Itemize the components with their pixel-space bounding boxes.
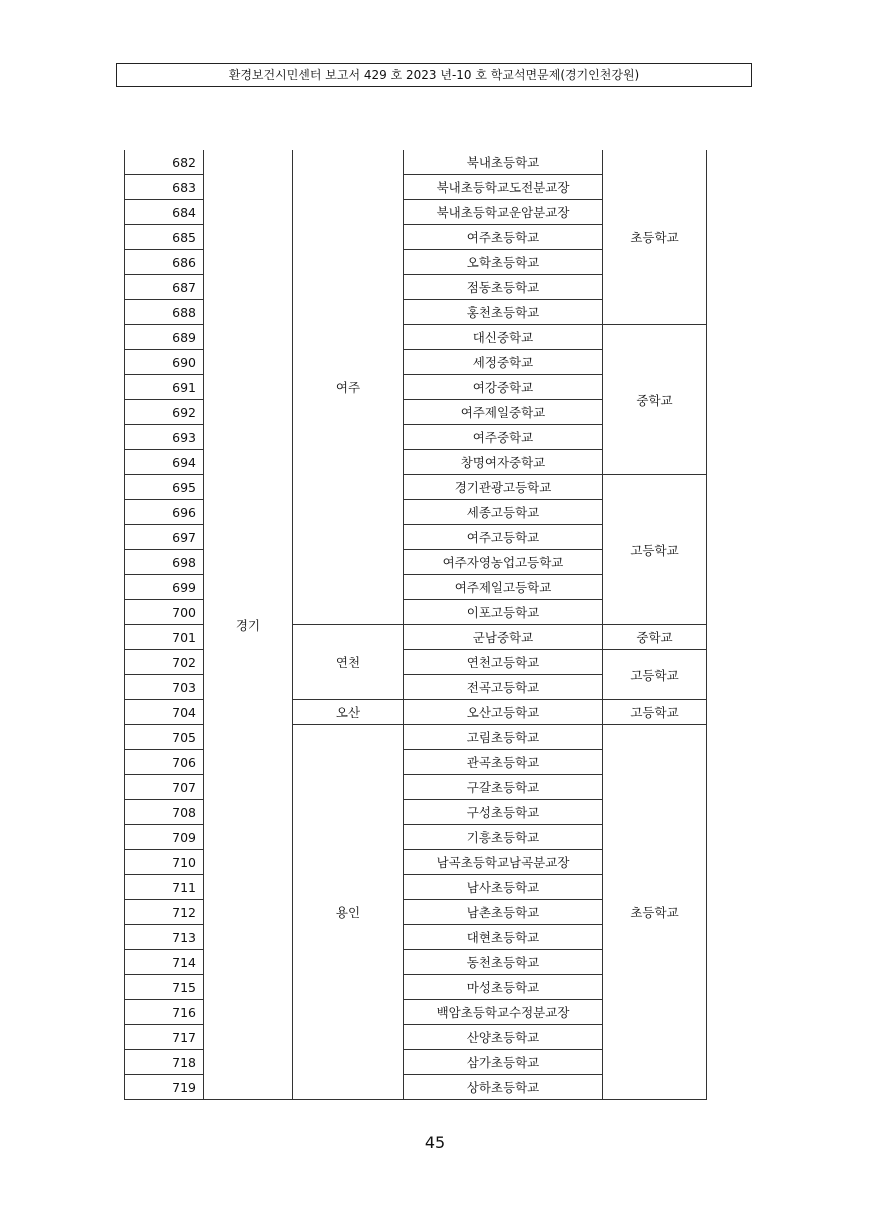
school-name: 동천초등학교 [404, 950, 603, 975]
row-number: 714 [125, 950, 204, 975]
row-number: 691 [125, 375, 204, 400]
row-number: 697 [125, 525, 204, 550]
school-name: 구성초등학교 [404, 800, 603, 825]
school-name: 연천고등학교 [404, 650, 603, 675]
school-level-cell: 고등학교 [603, 475, 707, 625]
school-level-cell: 고등학교 [603, 650, 707, 700]
city-cell: 여주 [293, 150, 404, 625]
school-name: 점동초등학교 [404, 275, 603, 300]
city-cell: 오산 [293, 700, 404, 725]
row-number: 709 [125, 825, 204, 850]
school-name: 세종고등학교 [404, 500, 603, 525]
school-name: 세정중학교 [404, 350, 603, 375]
school-level-cell: 중학교 [603, 325, 707, 475]
school-name: 북내초등학교도전분교장 [404, 175, 603, 200]
row-number: 686 [125, 250, 204, 275]
school-table [124, 150, 707, 1100]
school-name: 대현초등학교 [404, 925, 603, 950]
school-name: 관곡초등학교 [404, 750, 603, 775]
school-name: 여강중학교 [404, 375, 603, 400]
row-number: 716 [125, 1000, 204, 1025]
school-name: 홍천초등학교 [404, 300, 603, 325]
row-number: 707 [125, 775, 204, 800]
city-cell: 용인 [293, 725, 404, 1100]
school-table-body [125, 150, 707, 1100]
school-name: 전곡고등학교 [404, 675, 603, 700]
row-number: 684 [125, 200, 204, 225]
row-number: 708 [125, 800, 204, 825]
row-number: 713 [125, 925, 204, 950]
row-number: 717 [125, 1025, 204, 1050]
row-number: 693 [125, 425, 204, 450]
school-name: 상하초등학교 [404, 1075, 603, 1100]
row-number: 695 [125, 475, 204, 500]
report-header-title: 환경보건시민센터 보고서 429 호 2023 년-10 호 학교석면문제(경기인천강원) [228, 68, 640, 82]
school-name: 오학초등학교 [404, 250, 603, 275]
school-name: 여주고등학교 [404, 525, 603, 550]
row-number: 705 [125, 725, 204, 750]
row-number: 690 [125, 350, 204, 375]
city-cell: 연천 [293, 625, 404, 700]
row-number: 703 [125, 675, 204, 700]
school-name: 기흥초등학교 [404, 825, 603, 850]
row-number: 701 [125, 625, 204, 650]
row-number: 688 [125, 300, 204, 325]
school-name: 마성초등학교 [404, 975, 603, 1000]
school-name: 고림초등학교 [404, 725, 603, 750]
row-number: 699 [125, 575, 204, 600]
page-number: 45 [424, 1133, 446, 1152]
school-name: 대신중학교 [404, 325, 603, 350]
school-name: 이포고등학교 [404, 600, 603, 625]
row-number: 718 [125, 1050, 204, 1075]
school-name: 경기관광고등학교 [404, 475, 603, 500]
school-level-cell: 고등학교 [603, 700, 707, 725]
school-name: 창명여자중학교 [404, 450, 603, 475]
row-number: 689 [125, 325, 204, 350]
school-name: 오산고등학교 [404, 700, 603, 725]
school-name: 여주제일중학교 [404, 400, 603, 425]
row-number: 712 [125, 900, 204, 925]
school-name: 산양초등학교 [404, 1025, 603, 1050]
school-name: 여주중학교 [404, 425, 603, 450]
school-name: 구갈초등학교 [404, 775, 603, 800]
report-header [116, 63, 752, 87]
school-name: 남촌초등학교 [404, 900, 603, 925]
row-number: 694 [125, 450, 204, 475]
school-name: 여주자영농업고등학교 [404, 550, 603, 575]
province-cell: 경기 [204, 150, 293, 1100]
school-name: 북내초등학교 [404, 150, 603, 175]
school-name: 백암초등학교수정분교장 [404, 1000, 603, 1025]
row-number: 685 [125, 225, 204, 250]
school-level-cell: 중학교 [603, 625, 707, 650]
school-name: 남사초등학교 [404, 875, 603, 900]
school-level-cell: 초등학교 [603, 725, 707, 1100]
school-level-cell: 초등학교 [603, 150, 707, 325]
row-number: 700 [125, 600, 204, 625]
row-number: 696 [125, 500, 204, 525]
school-name: 북내초등학교운암분교장 [404, 200, 603, 225]
school-name: 군남중학교 [404, 625, 603, 650]
row-number: 704 [125, 700, 204, 725]
row-number: 715 [125, 975, 204, 1000]
row-number: 687 [125, 275, 204, 300]
row-number: 698 [125, 550, 204, 575]
school-name: 여주제일고등학교 [404, 575, 603, 600]
row-number: 711 [125, 875, 204, 900]
row-number: 702 [125, 650, 204, 675]
row-number: 710 [125, 850, 204, 875]
school-name: 남곡초등학교남곡분교장 [404, 850, 603, 875]
table-row [125, 150, 707, 175]
row-number: 683 [125, 175, 204, 200]
row-number: 682 [125, 150, 204, 175]
row-number: 719 [125, 1075, 204, 1100]
school-name: 삼가초등학교 [404, 1050, 603, 1075]
row-number: 692 [125, 400, 204, 425]
row-number: 706 [125, 750, 204, 775]
school-name: 여주초등학교 [404, 225, 603, 250]
